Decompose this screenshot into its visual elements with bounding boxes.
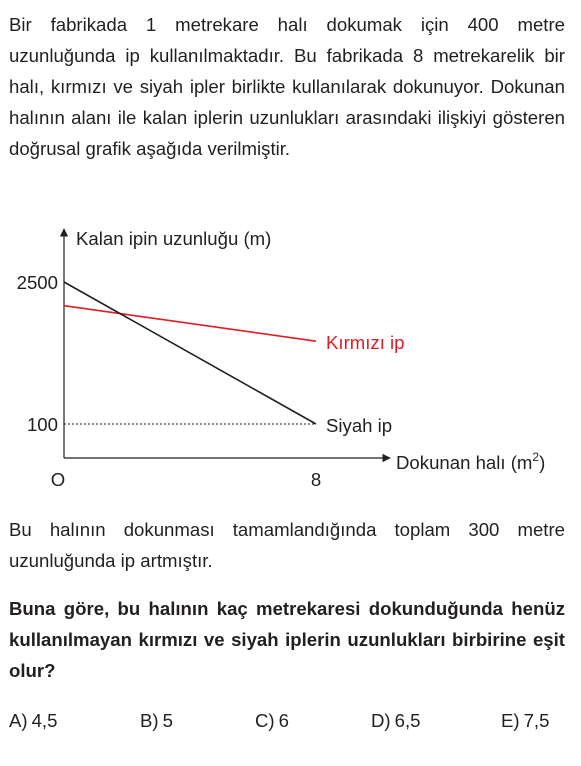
- option-a-value: 4,5: [31, 710, 58, 731]
- answer-options: [9, 710, 565, 736]
- option-e-label: E): [501, 710, 520, 731]
- option-c-value: 6: [278, 710, 289, 731]
- option-a[interactable]: [9, 710, 57, 732]
- option-c[interactable]: [255, 710, 289, 732]
- series-label-red: Kırmızı ip: [326, 332, 405, 354]
- option-b[interactable]: [140, 710, 173, 732]
- series-line-red: [64, 306, 316, 342]
- y-axis-label: Kalan ipin uzunluğu (m): [76, 228, 272, 249]
- option-b-value: 5: [162, 710, 173, 731]
- origin-label: O: [50, 469, 66, 490]
- y-tick-label-2500: 2500: [16, 272, 58, 293]
- y-tick-label-100: 100: [26, 414, 58, 435]
- option-d[interactable]: [371, 710, 420, 732]
- option-c-label: C): [255, 710, 275, 731]
- problem-info: Bu halının dokunması tamamlandığında toplam 300 metre uzunluğunda ip artmıştır.: [9, 519, 565, 571]
- problem-question: Buna göre, bu halının kaç metrekaresi dokunduğunda henüz kullanılmayan kırmızı ve siyah iplerin uzunlukları birbirine eşit olur?: [9, 598, 565, 681]
- x-tick-label-8: 8: [310, 469, 322, 490]
- option-e-value: 7,5: [523, 710, 550, 731]
- option-b-label: B): [140, 710, 159, 731]
- option-d-value: 6,5: [394, 710, 421, 731]
- series-line-black: [64, 282, 316, 424]
- x-axis-label: [396, 450, 545, 473]
- option-d-label: D): [371, 710, 391, 731]
- series-label-black: Siyah ip: [326, 415, 393, 436]
- x-axis-label-sup: 2: [532, 450, 540, 464]
- x-axis-label-text: Dokunan halı (m: [396, 452, 533, 473]
- x-axis-label-suffix: ): [539, 452, 546, 473]
- option-a-label: A): [9, 710, 28, 731]
- option-e[interactable]: [501, 710, 549, 732]
- problem-intro: Bir fabrikada 1 metrekare halı dokumak için 400 metre uzunluğunda ip kullanılmaktadır. Bu fabrikada 8 metrekarelik bir halı, kırmızı ve siyah ipler birlikte kullanılarak dokunuyor. Dokunan halının alanı ile kalan iplerin uzunlukları arasındaki ilişkiyi gösteren doğrusal grafik aşağıda verilmiştir.: [9, 14, 565, 159]
